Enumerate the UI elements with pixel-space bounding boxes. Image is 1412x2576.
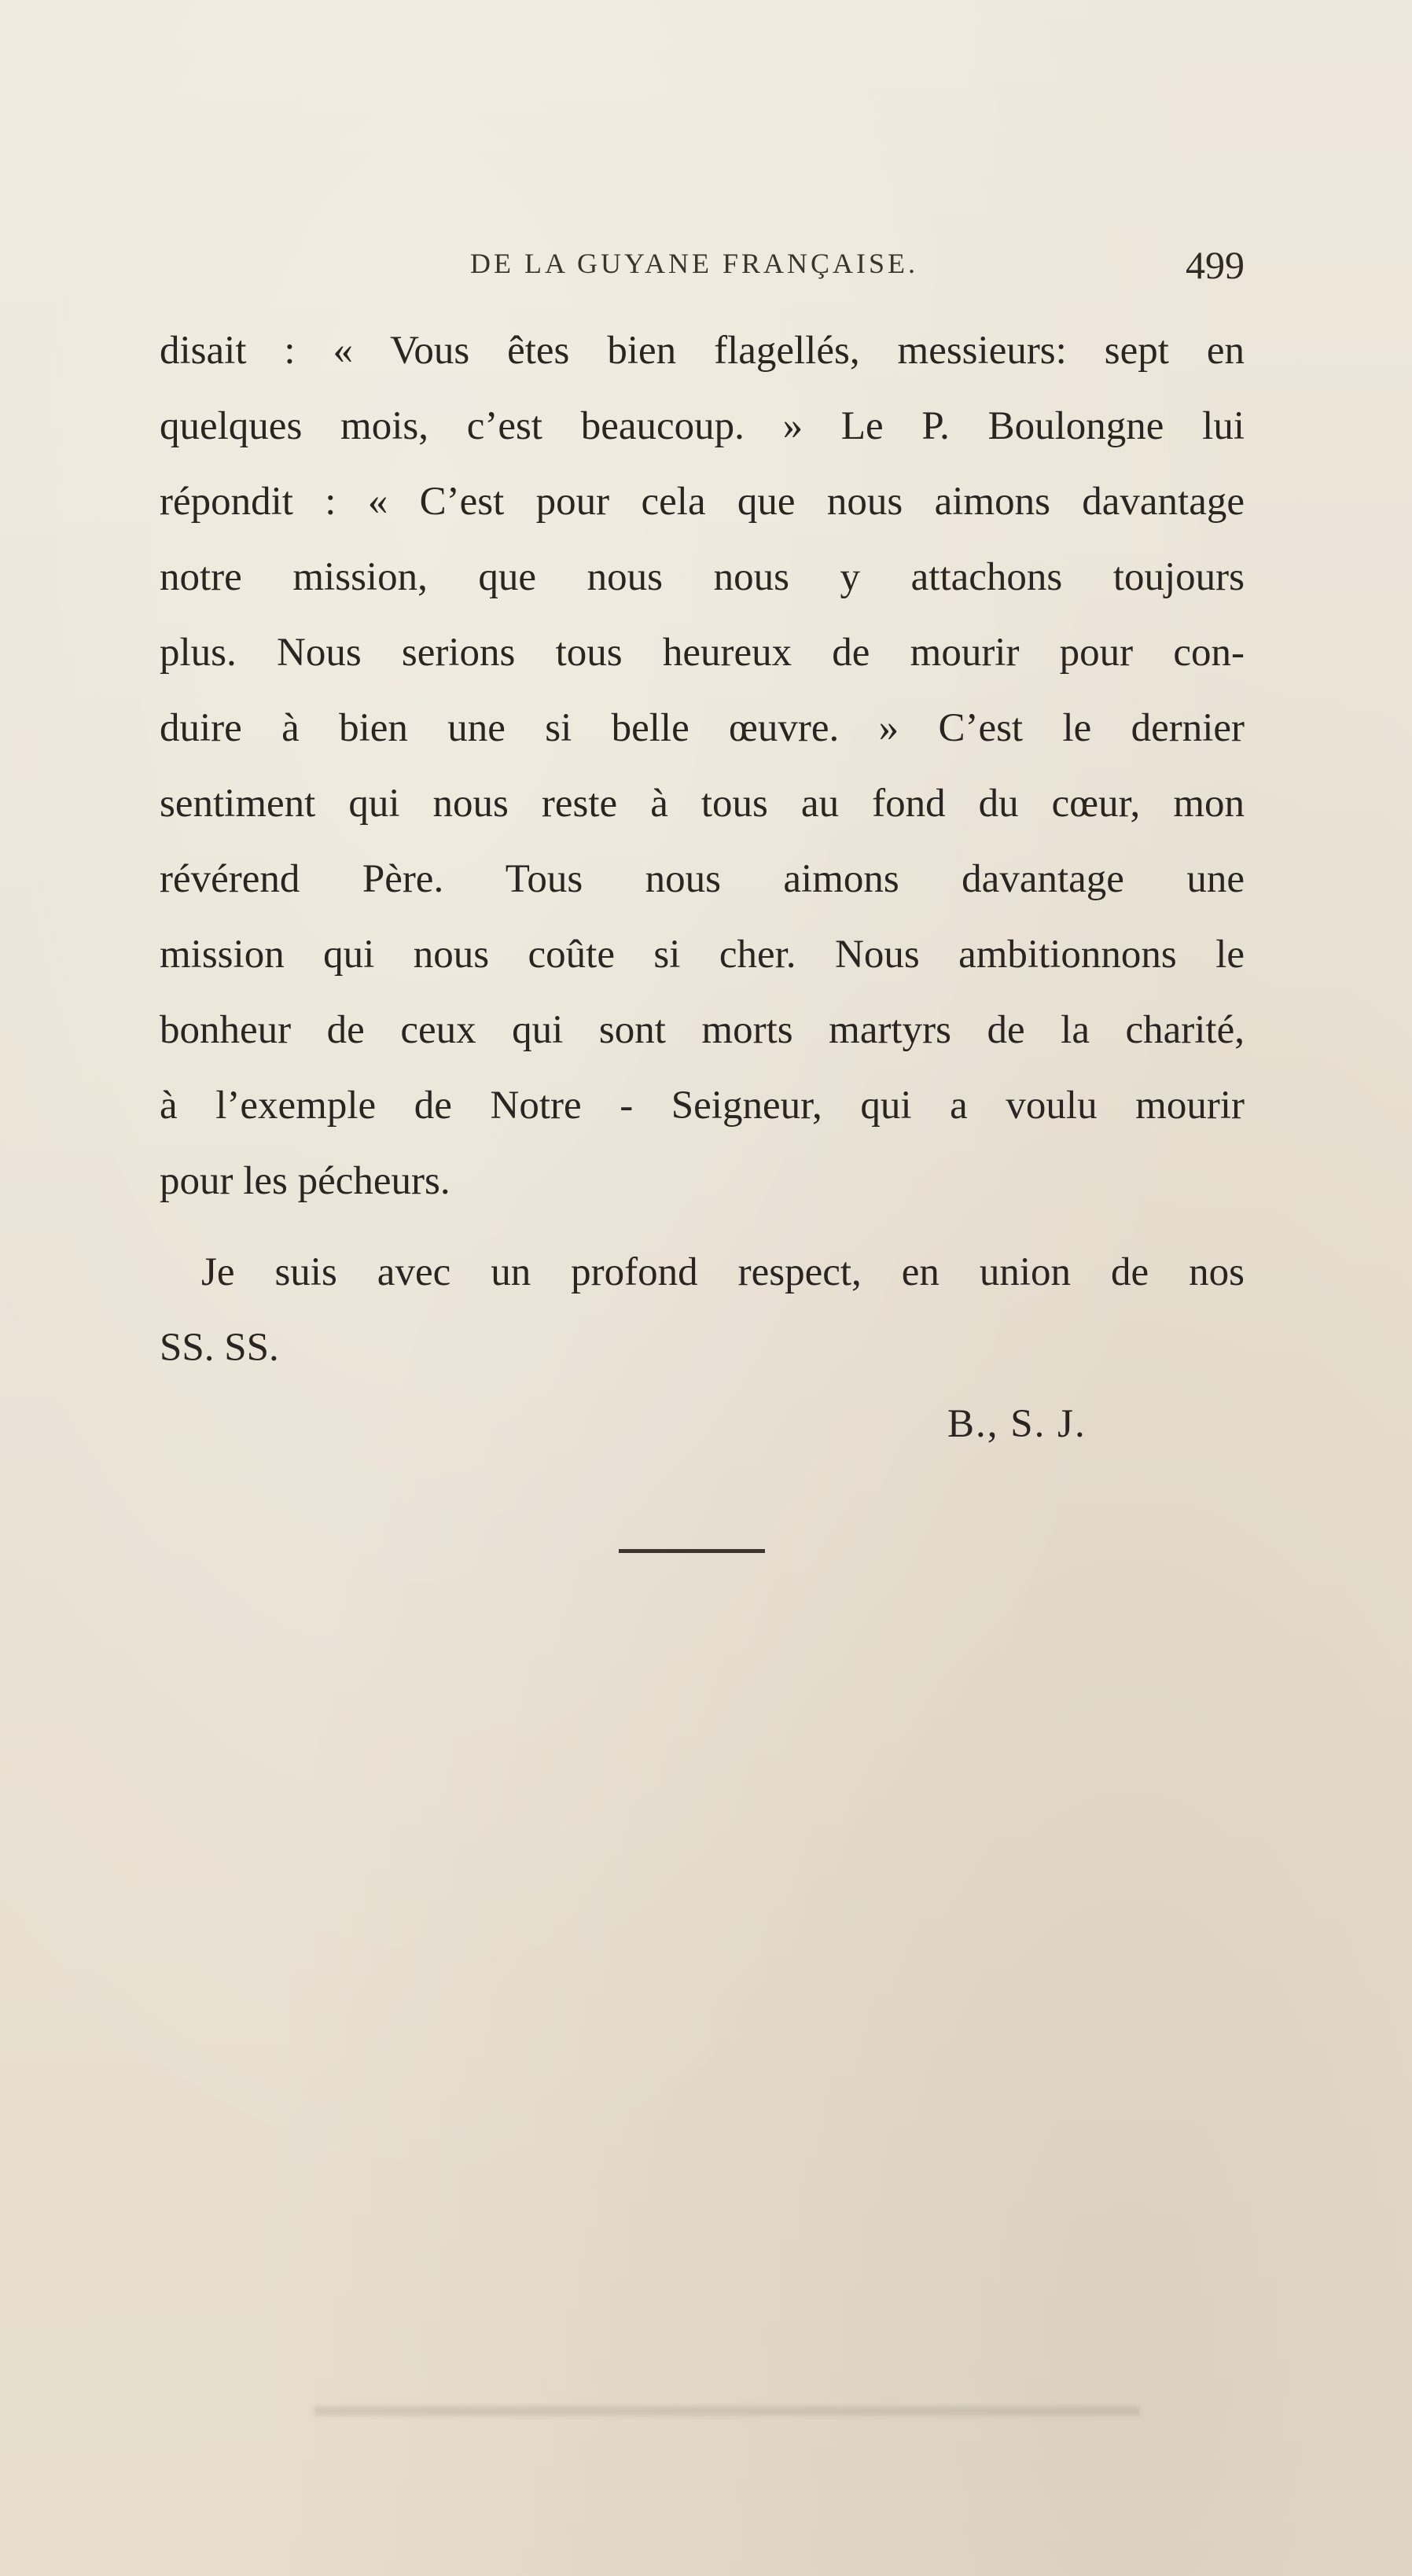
text-line: sentiment qui nous reste à tous au fond du cœur, mon: [160, 782, 1245, 826]
closing-line: Je suis avec un profond respect, en union de nos: [201, 1250, 1245, 1294]
signature: B., S. J.: [947, 1402, 1087, 1446]
body-text: [160, 313, 1245, 1386]
text-line: révérend Père. Tous nous aimons davantage une: [160, 857, 1245, 901]
running-title: DE LA GUYANE FRANÇAISE.: [470, 248, 919, 279]
text-line: duire à bien une si belle œuvre. » C’est le dernier: [160, 706, 1245, 750]
text-line: mission qui nous coûte si cher. Nous ambitionnons le: [160, 933, 1245, 977]
text-line: plus. Nous serions tous heureux de mourir pour con-: [160, 631, 1245, 675]
page-number: 499: [1186, 243, 1245, 287]
text-line: à l’exemple de Notre - Seigneur, qui a voulu mourir: [160, 1084, 1245, 1128]
text-line: répondit : « C’est pour cela que nous aimons davantage: [160, 480, 1245, 524]
text-line: bonheur de ceux qui sont morts martyrs de la charité,: [160, 1008, 1245, 1052]
text-line: quelques mois, c’est beaucoup. » Le P. Boulongne lui: [160, 404, 1245, 448]
text-line: notre mission, que nous nous y attachons toujours: [160, 555, 1245, 599]
closing-line: SS. SS.: [160, 1326, 279, 1370]
show-through-shadow: [314, 2406, 1140, 2416]
paragraph-gap: [160, 1219, 1245, 1235]
running-head: [160, 242, 1245, 289]
text-line: pour les pécheurs.: [160, 1159, 450, 1203]
text-line: disait : « Vous êtes bien flagellés, messieurs: sept en: [160, 329, 1245, 373]
section-divider-rule: [619, 1549, 765, 1553]
